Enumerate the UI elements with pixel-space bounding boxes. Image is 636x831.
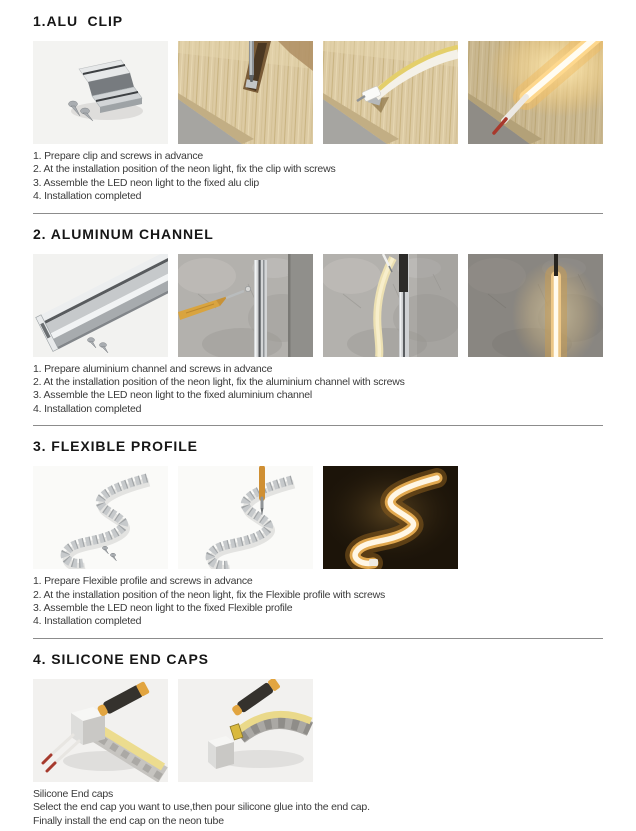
inserted-strip-top (399, 254, 408, 292)
steps-aluminum-channel (33, 363, 603, 417)
photo-alu-clip-and-screws (33, 41, 168, 144)
step-item: 4. Installation completed (33, 402, 142, 415)
step-item: 3. Assemble the LED neon light to the fixed aluminium channel (33, 389, 313, 402)
step-item: 4. Installation completed (33, 190, 142, 203)
neon-end-cap (369, 559, 378, 566)
photo-flexible-profile-and-screws (33, 466, 168, 569)
step-item: 1. Prepare clip and screws in advance (33, 150, 204, 162)
section-silicone-end-caps (33, 651, 603, 828)
steps-silicone-end-caps (33, 788, 603, 828)
screwdriver (261, 468, 264, 516)
photo-row-alu-clip (33, 41, 603, 144)
step-item: 1. Prepare Flexible profile and screws in advance (33, 575, 253, 588)
photo-assembling-neon-light-into-channel (323, 254, 458, 357)
step-item: Finally install the end cap on the neon tube (33, 814, 224, 827)
screw (245, 286, 250, 291)
section-alu-clip (33, 13, 603, 214)
photo-row-silicone-end-caps (33, 679, 603, 782)
silicone-end-cap (208, 736, 234, 769)
section-divider (33, 638, 603, 639)
section-title-silicone-end-caps: 4. SILICONE END CAPS (33, 650, 209, 667)
photo-installing-end-cap-on-curved-neon-strip (178, 679, 313, 782)
section-title-alu-clip: 1.ALU CLIP (33, 13, 124, 29)
photo-installed-neon-light-glowing (468, 41, 603, 144)
section-title-aluminum-channel: 2. ALUMINUM CHANNEL (33, 225, 214, 242)
photo-installed-neon-light-glowing-s-curve (323, 466, 458, 569)
step-item: 2. At the installation position of the neon light, fix the clip with screws (33, 163, 336, 176)
step-item: Silicone End caps (33, 787, 114, 800)
steps-alu-clip (33, 150, 603, 204)
photo-fixing-clip-with-screwdriver-on-wood (178, 41, 313, 144)
photo-assembling-neon-light-to-fixed-clip (323, 41, 458, 144)
section-flexible-profile (33, 438, 603, 639)
photo-fixing-flexible-profile-with-screwdriver (178, 466, 313, 569)
photo-row-flexible-profile (33, 466, 603, 569)
photo-row-aluminum-channel (33, 254, 603, 357)
photo-fixing-channel-on-wall-with-screwdriver (178, 254, 313, 357)
step-item: 2. At the installation position of the neon light, fix the Flexible profile with screws (33, 588, 386, 601)
step-item: 3. Assemble the LED neon light to the fixed Flexible profile (33, 602, 293, 615)
step-item: 1. Prepare aluminium channel and screws in advance (33, 362, 273, 375)
section-divider (33, 213, 603, 214)
step-item: 3. Assemble the LED neon light to the fixed alu clip (33, 176, 259, 189)
screwdriver (249, 41, 254, 82)
photo-aluminium-channel-and-screws (33, 254, 168, 357)
section-divider (33, 425, 603, 426)
step-item: Select the end cap you want to use,then pour silicone glue into the end cap. (33, 801, 370, 814)
photo-installed-neon-light-glowing-on-wall (468, 254, 603, 357)
photo-end-cap-and-glue-tube-on-neon-end (33, 679, 168, 782)
aluminium-channel-on-wall (254, 260, 267, 357)
section-aluminum-channel (33, 226, 603, 427)
step-item: 2. At the installation position of the neon light, fix the aluminium channel with screws (33, 376, 405, 389)
section-title-flexible-profile: 3. FLEXIBLE PROFILE (33, 438, 198, 455)
steps-flexible-profile (33, 575, 603, 629)
step-item: 4. Installation completed (33, 615, 142, 628)
